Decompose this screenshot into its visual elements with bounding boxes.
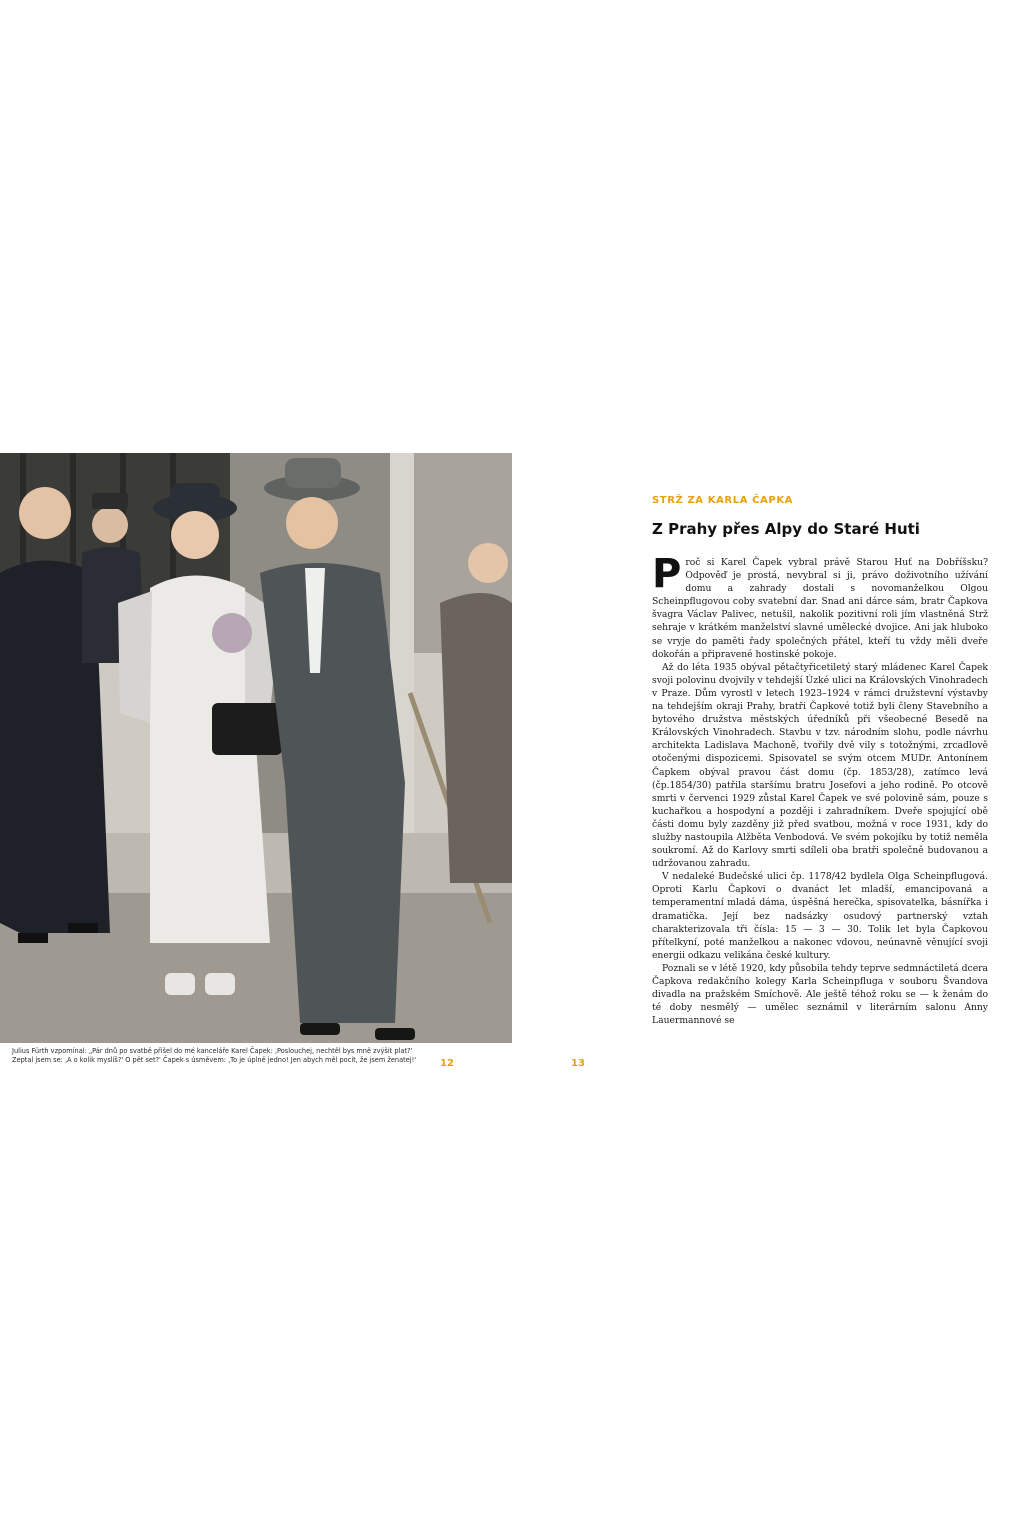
paragraph-first	[652, 551, 988, 661]
page-number-left: 12	[440, 1058, 454, 1069]
paragraph: Až do léta 1935 obýval pětačtyřicetiletý starý mládenec Karel Čapek svoji polovinu dvojvily v tehdejší Úzké ulici na Královských Vinohradech v Praze. Dům vyrostl v letech 1923–1924 v rámci družstevní výstavby na tehdejším okraji Prahy, bratři Čapkové totiž byli členy Stavebního a bytového družstva městských úředníků při všeobecné Besedě na Královských Vinohradech. Stavbu v tzv. národním slohu, podle návrhu architekta Ladislava Machoně, tvořily dvě vily s totožnými, zrcadlově otočenými dispozicemi. Spisovatel se svým otcem MUDr. Antonínem Čapkem obýval pravou část domu (čp. 1853/28), zatímco levá (čp.1854/30) patřila staršímu bratru Josefovi a jeho rodině. Po otcově smrti v červenci 1929 zůstal Karel Čapek ve své polovině sám, pouze s kuchařkou a hospodyní a později i zahradníkem. Dveře spojující obě části domu byly zazděny již před svatbou, možná v roce 1931, kdy do služby nastoupila Alžběta Venbodová. Ve svém pokojíku by totiž neměla soukromí. Až do Karlovy smrti sdíleli oba bratři společně budovanou a udržovanou zahradu.	[652, 661, 988, 870]
paragraph: V nedaleké Budečské ulici čp. 1178/42 bydlela Olga Scheinpflugová. Oproti Karlu Čapkovi o dvanáct let mladší, emancipovaná a temperamentní mladá dáma, úspěšná herečka, spisovatelka, básnířka i dramatička. Její bez nadsázky osudový partnerský vztah charakterizovala tři čísla: 15 — 3 — 30. Tolik let byla Čapkovou přítelkyní, poté manželkou a nakonec vdovou, neúnavně věnující svoji energii odkazu velikána české kultury.	[652, 871, 988, 961]
paragraph: Poznali se v létě 1920, kdy působila tehdy teprve sedmnáctiletá dcera Čapkova redakčního kolegy Karla Scheinpfluga v souboru Švandova divadla na pražském Smíchově. Ale ještě téhož roku se — k ženám do té doby nesmělý — umělec seznámil v literárním salonu Anny Lauermannové se	[652, 962, 988, 1027]
wedding-photo	[0, 453, 512, 1043]
page-number-right: 13	[571, 1058, 585, 1069]
chapter-kicker: STRŽ ZA KARLA ČAPKA	[652, 495, 794, 506]
photo-caption: Julius Fürth vzpomínal: „Pár dnů po svatbě přišel do mé kanceláře Karel Čapek: ‚Poslouchej, nechtěl bys mně zvýšit plat?' Zeptal jsem se: ‚A o kolik myslíš?' O pět set?' Čapek s úsměvem: ‚To je úplně jedno! Jen abych měl pocit, že jsem ženatej!'	[12, 1047, 417, 1064]
drop-cap: P	[652, 551, 682, 597]
paragraph-first-text: roč si Karel Čapek vybral právě Starou Huť na Dobříšsku? Odpověď je prostá, nevybral si ji, právo doživotního užívání domu a zahrady dostali s novomanželkou Olgou Scheinpflugovou coby svatební dar. Snad ani dárce sám, bratr Čapkova švagra Václav Palivec, netušil, nakolik pozitivní roli jím vlastněná Strž sehraje v krátkém manželství slavné umělecké dvojice. Ani jak hluboko se vryje do paměti řady společných přátel, kteří tu vždy měli dveře dokořán a připravené hostinské pokoje.	[652, 557, 988, 660]
chapter-title: Z Prahy přes Alpy do Staré Huti	[652, 520, 920, 538]
colorized-photo-illustration	[0, 453, 512, 1043]
body-text	[652, 551, 988, 1027]
